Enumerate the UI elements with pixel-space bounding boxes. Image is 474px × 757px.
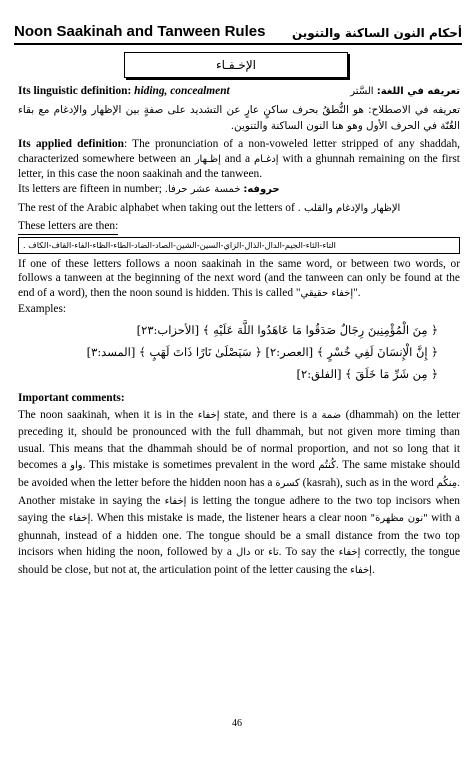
header-title-english: Noon Saakinah and Tanween Rules: [14, 23, 266, 40]
linguistic-definition-ar: تعريفه في اللغة: السَّتر: [350, 86, 460, 97]
linguistic-definition-row: [18, 84, 460, 100]
page-header: [14, 18, 462, 40]
linguistic-definition-en: Its linguistic definition: hiding, concealment: [18, 85, 230, 97]
letters-list-box: التاء-الثاء-الجيم-الدال-الذال-الزاي-السين-الشين-الصاد-الضاد-الطاء-الظاء-الفاء-القاف-الكاف .: [18, 237, 460, 254]
page-number: 46: [232, 718, 242, 729]
header-title-arabic: أحكام النون الساكنة والتنوين: [291, 26, 462, 40]
example-verse: ﴿ مِنَ الْمُؤْمِنِينَ رِجَالٌ صَدَقُوا مَا عَاهَدُوا اللَّهَ عَلَيْهِ ﴾ [الأحزاب:٢٣]: [136, 322, 438, 337]
document-body: [18, 84, 460, 580]
section-title: الإخـفـاء: [124, 52, 348, 78]
letters-label: These letters are then:: [18, 219, 118, 235]
example-verse: ﴿ مِن شَرِّ مَا خَلَقَ ﴾ [الفلق:٢]: [296, 366, 438, 381]
examples-block: [18, 317, 460, 385]
important-comments-paragraph: The noon saakinah, when it is in the إخفاء state, and there is a ضمة (dhammah) on the letter preceding it, should be pronounced with the full dhammah, but not given more timing than usual. This means that the dhammah should be of normal proportion, and not so long that it becomes a واو. This mistake is sometimes prevalent in the word كُنتُم. The same mistake should be avoided when the letter before the hidden noon has a كسرة (kasrah), such as in the word مِنكُم. Another mistake in saying the إخفاء is letting the tongue adhere to the two top incisors when saying the إخفاء. When this mistake is made, the listener hears a clear noon "نون مظهرة" with a ghunnah, instead of a hidden one. The tongue should be a small distance from the two top incisors when hiding the noon, followed by a دال or تاء. To say the إخفاء correctly, the tongue should be close, but not at, the articulation point of the letter causing the إخفاء.: [18, 408, 461, 576]
rest-of-alphabet: The rest of the Arabic alphabet when taking out the letters of الإظهار والإدغام والقلب .: [18, 201, 401, 214]
important-comments-heading: Important comments:: [18, 391, 125, 404]
arabic-definition: تعريفه في الاصطلاح: هو النُّطقُ بحرف ساكنٍ عارٍ عن التشديد على صفةٍ بين الإظهار والإدغام مع بقاء الغُنّة في الحرف الأول وهو هنا النون الساكنة والتنوين.: [18, 103, 460, 132]
header-divider: [14, 43, 462, 45]
letters-count: Its letters are fifteen in number; حروفه: خمسة عشر حرفا.: [18, 183, 280, 196]
example-verse: ﴿ إِنَّ الْإِنسَانَ لَفِي خُسْرٍ ﴾ [العصر:٢] ﴿ سَيَصْلَىٰ نَارًا ذَاتَ لَهَبٍ ﴾ [المسد:٣]: [86, 344, 438, 359]
follows-paragraph: If one of these letters follows a noon saakinah in the same word, or between two words, or follows a tanween at the beginning of the next word (and the tanween can only be found at the end of a word), then the noon sound is hidden. This is called "إخفاء حقيقي".: [18, 257, 460, 300]
applied-definition: Its applied definition: The pronunciation of a non-voweled letter stripped of any shaddah, characterized somewhere between an إظـهار and a إدغـام with a ghunnah remaining on the first letter, in this case the noon saakinah and the tanween.: [18, 137, 461, 181]
examples-label: Examples:: [18, 302, 67, 315]
